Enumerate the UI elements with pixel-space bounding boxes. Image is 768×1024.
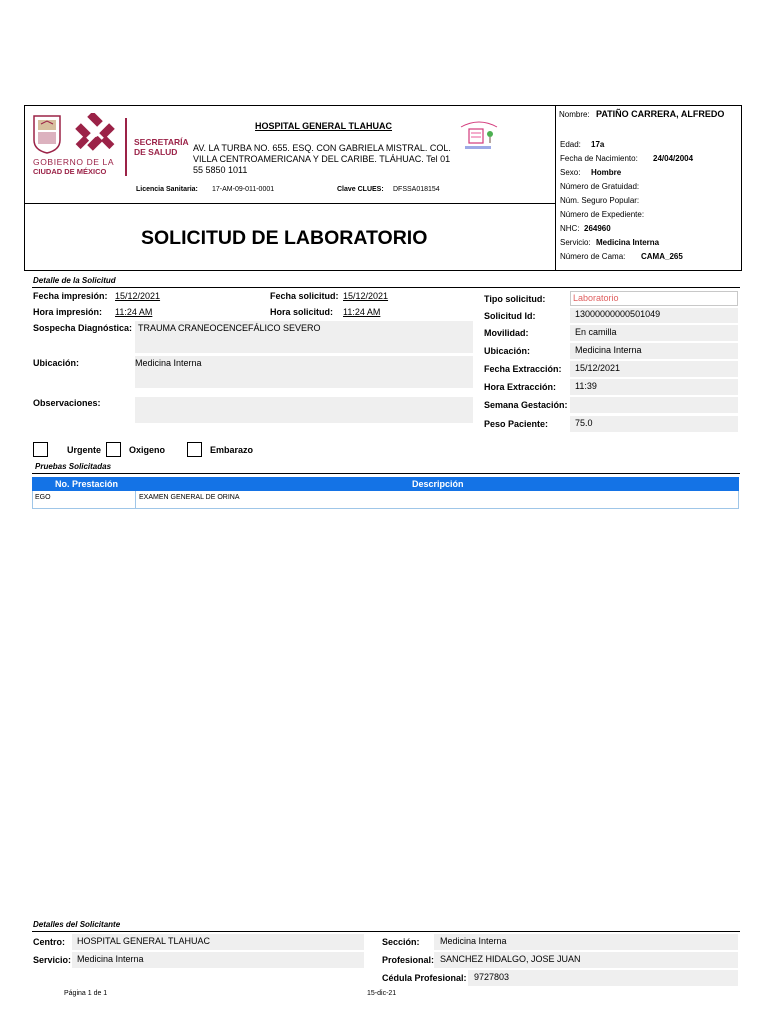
embarazo-checkbox[interactable] <box>187 442 202 457</box>
header-divider-horizontal <box>24 203 555 204</box>
logo-separator <box>125 118 127 176</box>
cdmx-knot-icon <box>74 113 116 155</box>
peso-paciente-field <box>570 416 738 432</box>
cedula-value: 9727803 <box>474 972 510 982</box>
profesional-value: SANCHEZ HIDALGO, JOSE JUAN <box>440 954 581 964</box>
seccion-value: Medicina Interna <box>440 936 507 946</box>
centro-value: HOSPITAL GENERAL TLAHUAC <box>77 936 211 946</box>
row-prestacion: EGO <box>35 494 51 501</box>
clues-label: Clave CLUES: <box>337 186 384 193</box>
oxigeno-label: Oxigeno <box>129 445 166 455</box>
fecha-solicitud-label: Fecha solicitud: <box>270 291 339 301</box>
fecha-extraccion-field <box>570 361 738 377</box>
tests-table-header <box>32 477 739 491</box>
fecha-impresion-value: 15/12/2021 <box>115 291 161 301</box>
movilidad-field <box>570 325 738 341</box>
cama-value: CAMA_265 <box>641 252 683 261</box>
sexo-value: Hombre <box>591 168 622 177</box>
seccion-label: Sección: <box>382 937 420 947</box>
ubicacion2-label: Ubicación: <box>484 346 531 356</box>
solicitud-id-label: Solicitud Id: <box>484 311 536 321</box>
gobierno-line-1: GOBIERNO DE LA <box>33 157 115 167</box>
ubicacion2-field <box>570 343 738 359</box>
pruebas-section-title: Pruebas Solicitadas <box>35 462 112 471</box>
hora-impresion-label: Hora impresión: <box>33 307 103 317</box>
movilidad-value: En camilla <box>575 327 617 337</box>
observaciones-field <box>135 397 473 423</box>
cedula-label: Cédula Profesional: <box>382 973 467 983</box>
centro-label: Centro: <box>33 937 65 947</box>
observaciones-label: Observaciones: <box>33 398 101 408</box>
nombre-value: PATIÑO CARRERA, ALFREDO <box>596 109 725 119</box>
col-descripcion-header: Descripción <box>412 479 464 489</box>
seguro-label: Núm. Seguro Popular: <box>560 196 640 205</box>
edad-value: 17a <box>591 140 605 149</box>
oxigeno-checkbox[interactable] <box>106 442 121 457</box>
profesional-label: Profesional: <box>382 955 435 965</box>
embarazo-label: Embarazo <box>210 445 254 455</box>
tipo-solicitud-field <box>570 291 738 306</box>
secretaria-line-1: SECRETARÍA <box>134 137 189 147</box>
pruebas-rule <box>32 473 740 474</box>
hora-extraccion-value: 11:39 <box>575 381 597 391</box>
footer-date: 15-dic-21 <box>367 990 397 997</box>
cdmx-shield-icon <box>32 114 62 154</box>
movilidad-label: Movilidad: <box>484 328 529 338</box>
secretaria-line-2: DE SALUD <box>134 147 178 157</box>
cedula-field <box>468 970 738 986</box>
solicitud-id-field <box>570 308 738 323</box>
page-number: Página 1 de 1 <box>64 990 108 997</box>
fecha-extraccion-value: 15/12/2021 <box>575 363 621 373</box>
edad-label: Edad: <box>560 140 581 149</box>
hora-solicitud-label: Hora solicitud: <box>270 307 334 317</box>
sospecha-field <box>135 321 473 353</box>
servicio-solicitante-value: Medicina Interna <box>77 954 144 964</box>
licencia-label: Licencia Sanitaria: <box>136 186 198 193</box>
ubicacion-label: Ubicación: <box>33 358 80 368</box>
gobierno-line-2: CIUDAD DE MÉXICO <box>33 167 107 176</box>
sospecha-label: Sospecha Diagnóstica: <box>33 323 133 333</box>
hospital-name: HOSPITAL GENERAL TLAHUAC <box>255 121 393 131</box>
servicio-solicitante-label: Servicio: <box>33 955 72 965</box>
hospital-logo-icon <box>459 119 499 152</box>
hora-extraccion-label: Hora Extracción: <box>484 382 557 392</box>
urgente-checkbox[interactable] <box>33 442 48 457</box>
ubicacion-value: Medicina Interna <box>135 358 202 368</box>
servicio-solicitante-field <box>72 952 364 968</box>
licencia-value: 17-AM-09-011-0001 <box>212 186 275 193</box>
hospital-address: AV. LA TURBA NO. 655. ESQ. CON GABRIELA MISTRAL. COL. VILLA CENTROAMERICANA Y DEL CARIBE. TLÁHUAC. Tel 01 55 5850 1011 <box>193 143 451 175</box>
document-title: SOLICITUD DE LABORATORIO <box>141 227 428 249</box>
nhc-value: 264960 <box>584 224 611 233</box>
hora-impresion-value: 11:24 AM <box>115 307 153 317</box>
servicio-label: Servicio: <box>560 238 591 247</box>
urgente-label: Urgente <box>67 445 102 455</box>
peso-paciente-label: Peso Paciente: <box>484 419 549 429</box>
col-prestacion-header: No. Prestación <box>55 479 119 489</box>
table-row <box>32 491 739 509</box>
semana-gestacion-label: Semana Gestación: <box>484 400 568 410</box>
ubicacion2-value: Medicina Interna <box>575 345 642 355</box>
clues-value: DFSSA018154 <box>393 186 440 193</box>
gratuidad-label: Número de Gratuidad: <box>560 182 640 191</box>
hora-extraccion-field <box>570 379 738 395</box>
centro-field <box>72 934 364 950</box>
nhc-label: NHC: <box>560 224 580 233</box>
observaciones-value <box>135 397 473 401</box>
hora-solicitud-value: 11:24 AM <box>343 307 381 317</box>
header-divider-vertical <box>555 105 556 271</box>
detalle-section-title: Detalle de la Solicitud <box>33 276 116 285</box>
fnac-value: 24/04/2004 <box>653 154 694 163</box>
cama-label: Número de Cama: <box>560 252 626 261</box>
seccion-field <box>434 934 738 950</box>
fnac-label: Fecha de Nacimiento: <box>560 154 638 163</box>
tipo-solicitud-value: Laboratorio <box>573 293 619 303</box>
peso-paciente-value: 75.0 <box>575 418 593 428</box>
expediente-label: Número de Expediente: <box>560 210 645 219</box>
semana-gestacion-field <box>570 397 738 413</box>
tests-column-divider <box>135 491 136 509</box>
servicio-value: Medicina Interna <box>596 238 660 247</box>
sexo-label: Sexo: <box>560 168 581 177</box>
solicitante-rule <box>32 931 740 932</box>
ubicacion-field <box>135 356 473 388</box>
sospecha-value: TRAUMA CRANEOCENCEFÁLICO SEVERO <box>138 323 321 333</box>
fecha-extraccion-label: Fecha Extracción: <box>484 364 562 374</box>
fecha-solicitud-value: 15/12/2021 <box>343 291 389 301</box>
profesional-field <box>434 952 738 968</box>
fecha-impresion-label: Fecha impresión: <box>33 291 108 301</box>
tipo-solicitud-label: Tipo solicitud: <box>484 294 546 304</box>
detalle-rule <box>32 287 740 288</box>
nombre-label: Nombre: <box>559 110 590 119</box>
row-descripcion: EXAMEN GENERAL DE ORINA <box>139 494 240 501</box>
solicitante-section-title: Detalles del Solicitante <box>33 920 121 929</box>
semana-gestacion-value <box>570 397 738 401</box>
solicitud-id-value: 13000000000501049 <box>575 309 661 319</box>
